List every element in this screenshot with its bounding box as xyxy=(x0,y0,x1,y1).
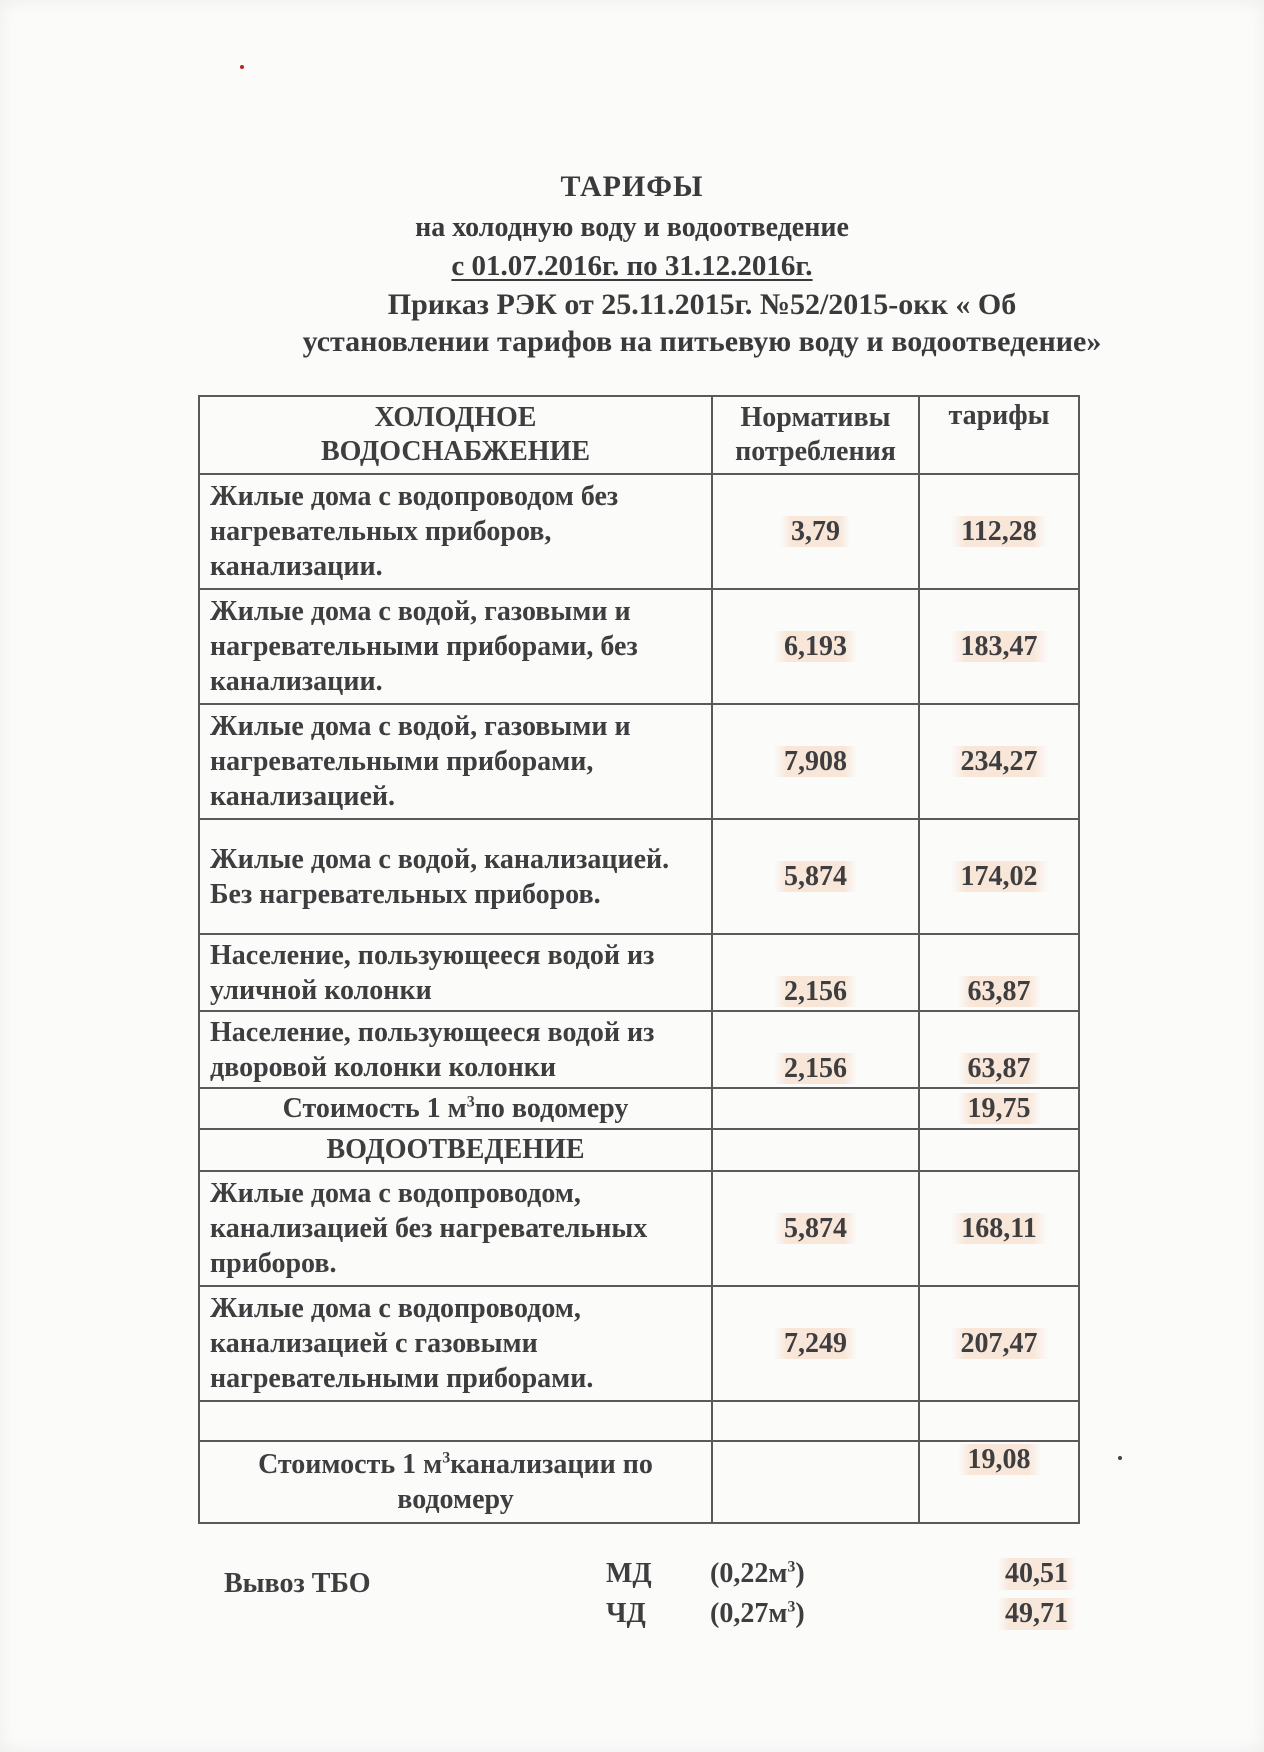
table-row xyxy=(199,589,1079,704)
tbo-row xyxy=(606,1558,1076,1596)
empty-cell xyxy=(919,1401,1079,1441)
norm-value: 7,249 xyxy=(712,1286,919,1401)
tariff-value: 19,08 xyxy=(919,1441,1079,1523)
empty-cell xyxy=(712,1088,919,1129)
empty-cell xyxy=(712,1401,919,1441)
header-tariffs: тарифы xyxy=(919,396,1079,474)
norm-value: 6,193 xyxy=(712,589,919,704)
table-row xyxy=(199,1286,1079,1401)
row-label: Жилые дома с водой, газовыми и нагревательными приборами, без канализации. xyxy=(199,589,712,704)
header-norms: Нормативы потребления xyxy=(712,396,919,474)
tariff-value: 19,75 xyxy=(919,1088,1079,1129)
table-row xyxy=(199,704,1079,819)
tariff-value: 168,11 xyxy=(919,1171,1079,1286)
section-row xyxy=(199,1129,1079,1171)
table-row xyxy=(199,1088,1079,1129)
tbo-code: МД xyxy=(606,1558,652,1589)
ink-speck xyxy=(240,65,244,69)
table-row xyxy=(199,1171,1079,1286)
row-label: Жилые дома с водопроводом, канализацией с газовыми нагревательными приборами. xyxy=(199,1286,712,1401)
tbo-row xyxy=(606,1598,1076,1636)
tariff-value: 63,87 xyxy=(919,1011,1079,1088)
tbo-code: ЧД xyxy=(606,1598,646,1629)
blank-row xyxy=(199,1401,1079,1441)
tariff-table xyxy=(198,395,1080,1524)
tariff-value: 183,47 xyxy=(919,589,1079,704)
norm-value: 5,874 xyxy=(712,819,919,934)
page-subtitle: на холодную воду и водоотведение xyxy=(415,212,849,243)
row-label: Население, пользующееся водой из дворовой колонки колонки xyxy=(199,1011,712,1088)
table-row xyxy=(199,934,1079,1011)
order-reference: Приказ РЭК от 25.11.2015г. №52/2015-окк « Об установлении тарифов на питьевую воду и водоотведение» xyxy=(302,288,1102,358)
tbo-price: 49,71 xyxy=(997,1598,1076,1630)
tbo-price: 40,51 xyxy=(997,1558,1076,1590)
tariff-value: 112,28 xyxy=(919,474,1079,589)
period-text: с 01.07.2016г. по 31.12.2016г. xyxy=(451,250,813,282)
drain-meter-label: Стоимость 1 $м^3канализации$ по водомеру xyxy=(199,1441,712,1523)
header-cold-water: ХОЛОДНОЕ ВОДОСНАБЖЕНИЕ xyxy=(199,396,712,474)
norm-value: 3,79 xyxy=(712,474,919,589)
ink-speck xyxy=(1118,1456,1122,1460)
table-row xyxy=(199,1441,1079,1523)
empty-cell xyxy=(919,1129,1079,1171)
period-dates xyxy=(0,250,1264,283)
tariff-value: 207,47 xyxy=(919,1286,1079,1401)
cold-meter-label: Стоимость 1 $м^3по$ водомеру xyxy=(199,1088,712,1129)
tariff-value: 174,02 xyxy=(919,819,1079,934)
norm-value: 2,156 xyxy=(712,1011,919,1088)
tbo-label: Вывоз ТБО xyxy=(224,1568,371,1599)
row-label: Жилые дома с водопроводом без нагревательных приборов, канализации. xyxy=(199,474,712,589)
row-label: Жилые дома с водопроводом, канализацией без нагревательных приборов. xyxy=(199,1171,712,1286)
norm-value: 5,874 xyxy=(712,1171,919,1286)
tbo-volume: $(0,22м^3)$ xyxy=(710,1558,805,1589)
empty-cell xyxy=(712,1129,919,1171)
table-header-row xyxy=(199,396,1079,474)
norm-value: 2,156 xyxy=(712,934,919,1011)
tariff-value: 234,27 xyxy=(919,704,1079,819)
row-label: Жилые дома с водой, канализацией. Без нагревательных приборов. xyxy=(199,819,712,934)
section-drainage: ВОДООТВЕДЕНИЕ xyxy=(199,1129,712,1171)
empty-cell xyxy=(199,1401,712,1441)
tbo-volume: $(0,27м^3)$ xyxy=(710,1598,805,1629)
empty-cell xyxy=(712,1441,919,1523)
page-title: ТАРИФЫ xyxy=(560,170,704,203)
table-row xyxy=(199,1011,1079,1088)
table-row xyxy=(199,819,1079,934)
row-label: Население, пользующееся водой из уличной колонки xyxy=(199,934,712,1011)
row-label: Жилые дома с водой, газовыми и нагревательными приборами, канализацией. xyxy=(199,704,712,819)
norm-value: 7,908 xyxy=(712,704,919,819)
table-row xyxy=(199,474,1079,589)
tariff-value: 63,87 xyxy=(919,934,1079,1011)
